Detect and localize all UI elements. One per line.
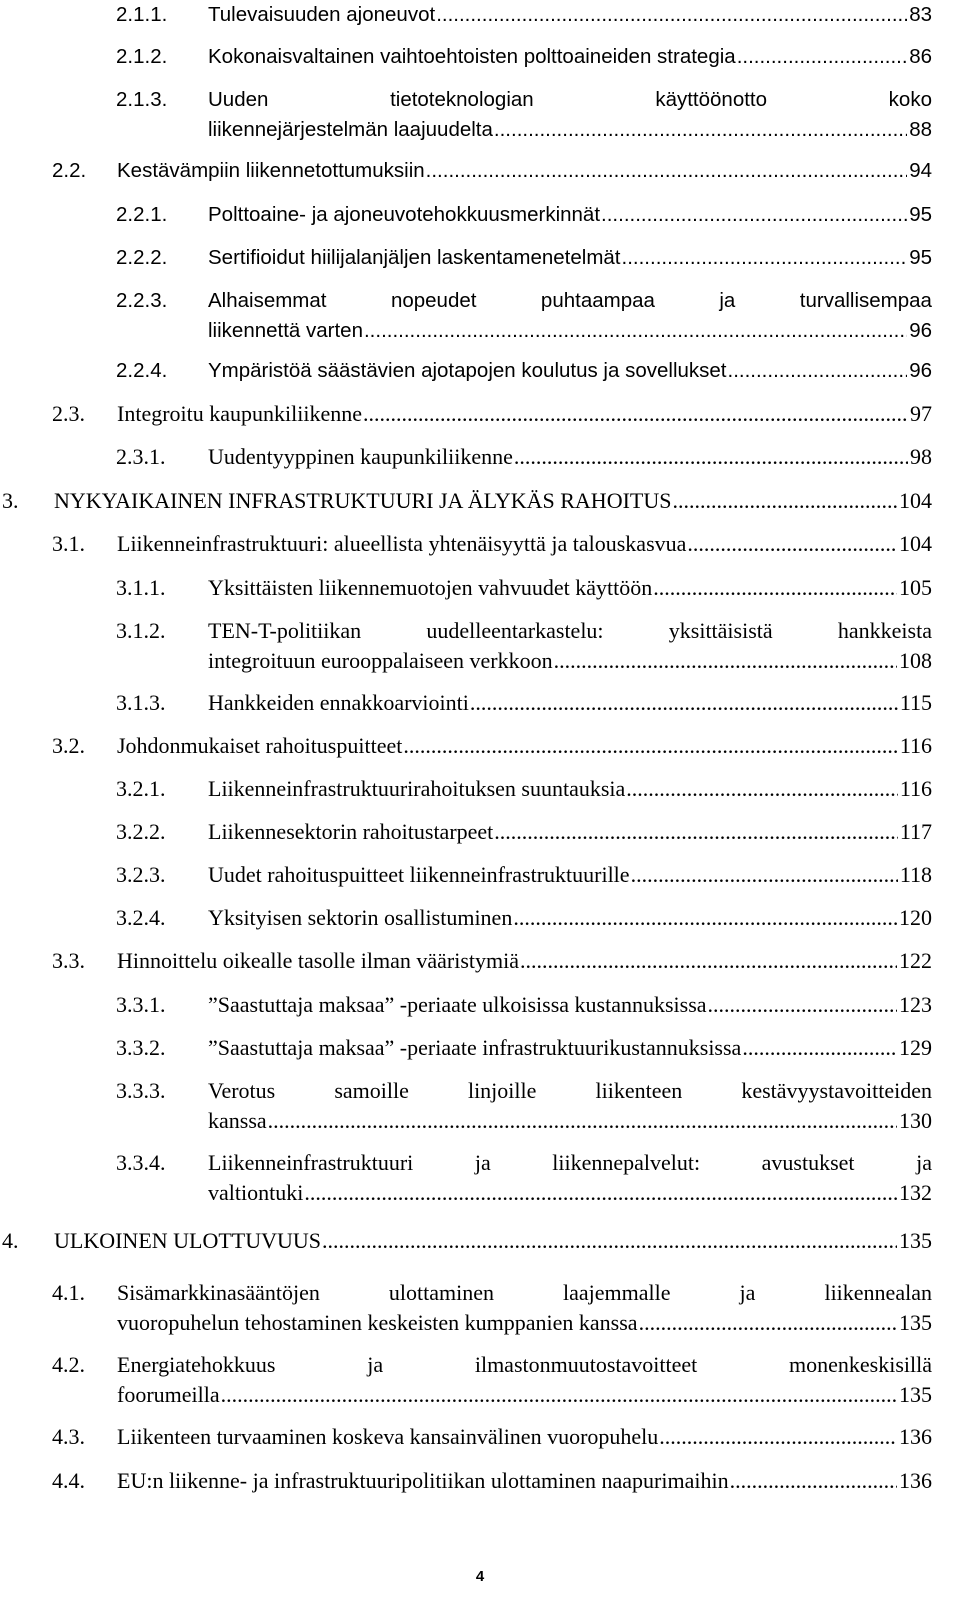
toc-entry-title: ”Saastuttaja maksaa” -periaate ulkoisissa kustannuksissa bbox=[208, 992, 707, 1017]
toc-entry-title: Kestävämpiin liikennetottumuksiin bbox=[117, 159, 425, 182]
toc-entry-title: Liikenneinfrastruktuuri: alueellista yhtenäisyyttä ja talouskasvua bbox=[117, 531, 687, 556]
toc-entry-title: Liikenneinfrastruktuurirahoituksen suuntauksia bbox=[208, 776, 626, 801]
toc-entry-word: ja bbox=[367, 1352, 384, 1377]
toc-entry-page: 95 bbox=[909, 203, 932, 226]
toc-entry-title: Yksityisen sektorin osallistuminen bbox=[208, 905, 513, 930]
toc-entry-line bbox=[208, 115, 932, 145]
toc-entry-title: ”Saastuttaja maksaa” -periaate infrastruktuurikustannuksissa bbox=[208, 1035, 742, 1060]
dot-leader bbox=[513, 903, 897, 933]
toc-entry-word: samoille bbox=[334, 1078, 409, 1103]
toc-entry-line bbox=[117, 529, 932, 559]
toc-entry-line bbox=[208, 42, 932, 72]
toc-entry-page: 108 bbox=[899, 648, 932, 673]
toc-entry-number: 3.2. bbox=[52, 733, 85, 758]
toc-entry-line bbox=[208, 688, 932, 718]
toc-entry-line bbox=[208, 243, 932, 273]
toc-entry-word: ja bbox=[916, 1150, 932, 1175]
toc-entry-page: 88 bbox=[909, 118, 932, 141]
dot-leader bbox=[631, 860, 898, 890]
toc-entry-line bbox=[117, 399, 932, 429]
dot-leader bbox=[322, 1226, 897, 1256]
toc-entry-page: 104 bbox=[899, 488, 932, 513]
toc-entry-number: 3.3.1. bbox=[116, 992, 166, 1017]
toc-entry-title-line bbox=[117, 1278, 932, 1308]
toc-entry-title-line bbox=[208, 85, 932, 115]
toc-entry-number: 3.3.2. bbox=[116, 1035, 166, 1060]
toc-entry-page: 122 bbox=[899, 948, 932, 973]
toc-entry-word: ja bbox=[719, 289, 736, 312]
toc-entry-page: 86 bbox=[909, 45, 932, 68]
toc-entry-line bbox=[208, 0, 932, 30]
toc-entry-word: kestävyystavoitteiden bbox=[741, 1078, 932, 1103]
toc-entry-line bbox=[208, 774, 932, 804]
toc-entry-page: 123 bbox=[899, 992, 932, 1017]
toc-entry-number: 2.1.2. bbox=[116, 45, 168, 68]
toc-entry-title: Johdonmukaiset rahoituspuitteet bbox=[117, 733, 403, 758]
toc-entry-number: 2.2.3. bbox=[116, 289, 168, 312]
toc-entry-page: 94 bbox=[909, 159, 932, 182]
toc-entry-line bbox=[117, 156, 932, 186]
dot-leader bbox=[742, 1033, 897, 1063]
toc-entry-word: uudelleentarkastelu: bbox=[426, 618, 604, 643]
toc-entry-line bbox=[117, 1308, 932, 1338]
toc-entry-title-line bbox=[208, 1148, 932, 1178]
toc-entry-word: käyttöönotto bbox=[655, 88, 768, 111]
toc-entry-title-line bbox=[208, 1076, 932, 1106]
toc-entry-page: 135 bbox=[899, 1382, 932, 1407]
toc-entry-line bbox=[117, 731, 932, 761]
toc-entry-number: 3.1.2. bbox=[116, 618, 166, 643]
dot-leader bbox=[304, 1178, 897, 1208]
toc-entry-number: 3.3.4. bbox=[116, 1150, 166, 1175]
toc-entry-word: avustukset bbox=[761, 1150, 855, 1175]
toc-entry-line bbox=[208, 1178, 932, 1208]
toc-entry-number: 2.2.2. bbox=[116, 246, 168, 269]
toc-entry-line bbox=[208, 356, 932, 386]
toc-entry-page: 130 bbox=[899, 1108, 932, 1133]
toc-entry-number: 2.1.1. bbox=[116, 3, 168, 26]
toc-entry-page: 115 bbox=[899, 690, 932, 715]
toc-entry-title: foorumeilla bbox=[117, 1382, 220, 1407]
dot-leader bbox=[554, 646, 897, 676]
toc-entry-number: 3.2.3. bbox=[116, 862, 166, 887]
dot-leader bbox=[659, 1422, 897, 1452]
dot-leader bbox=[730, 1466, 897, 1496]
toc-entry-page: 117 bbox=[899, 819, 932, 844]
dot-leader bbox=[364, 316, 907, 346]
dot-leader bbox=[737, 42, 908, 72]
dot-leader bbox=[520, 946, 897, 976]
dot-leader bbox=[436, 0, 907, 30]
toc-entry-line bbox=[208, 990, 932, 1020]
toc-entry-word: liikennealan bbox=[824, 1280, 932, 1305]
toc-entry-line bbox=[208, 573, 932, 603]
toc-entry-word: nopeudet bbox=[390, 289, 477, 312]
dot-leader bbox=[622, 243, 908, 273]
toc-entry-line bbox=[54, 486, 932, 516]
toc-entry-word: tietoteknologian bbox=[390, 88, 534, 111]
dot-leader bbox=[653, 573, 897, 603]
toc-entry-title: Liikenteen turvaaminen koskeva kansainvälinen vuoropuhelu bbox=[117, 1424, 659, 1449]
toc-entry-word: Verotus bbox=[208, 1078, 276, 1103]
toc-entry-line bbox=[208, 316, 932, 346]
toc-entry-title: EU:n liikenne- ja infrastruktuuripolitiikan ulottaminen naapurimaihin bbox=[117, 1468, 729, 1493]
dot-leader bbox=[494, 817, 898, 847]
toc-entry-number: 3.2.4. bbox=[116, 905, 166, 930]
dot-leader bbox=[708, 990, 897, 1020]
dot-leader bbox=[687, 529, 897, 559]
toc-entry-line bbox=[117, 946, 932, 976]
page-number: 4 bbox=[475, 1568, 485, 1585]
toc-entry-line bbox=[117, 1380, 932, 1410]
toc-entry-line bbox=[54, 1226, 932, 1256]
toc-entry-title: Tulevaisuuden ajoneuvot bbox=[208, 3, 436, 26]
toc-entry-page: 95 bbox=[909, 246, 932, 269]
dot-leader bbox=[626, 774, 898, 804]
toc-entry-number: 2.2.1. bbox=[116, 203, 168, 226]
toc-entry-title-line bbox=[208, 286, 932, 316]
toc-entry-line bbox=[117, 1466, 932, 1496]
toc-entry-word: Liikenneinfrastruktuuri bbox=[208, 1150, 414, 1175]
toc-entry-title: ULKOINEN ULOTTUVUUS bbox=[54, 1228, 322, 1253]
toc-entry-title: Sertifioidut hiilijalanjäljen laskentamenetelmät bbox=[208, 246, 621, 269]
dot-leader bbox=[728, 356, 908, 386]
toc-entry-title: liikennejärjestelmän laajuudelta bbox=[208, 118, 493, 141]
toc-entry-line bbox=[208, 817, 932, 847]
dot-leader bbox=[639, 1308, 897, 1338]
toc-entry-number: 3.2.1. bbox=[116, 776, 166, 801]
toc-entry-word: TEN-T-politiikan bbox=[208, 618, 362, 643]
toc-entry-title: Liikennesektorin rahoitustarpeet bbox=[208, 819, 494, 844]
toc-entry-number: 4.3. bbox=[52, 1424, 85, 1449]
toc-entry-line bbox=[208, 442, 932, 472]
toc-entry-word: puhtaampaa bbox=[540, 289, 655, 312]
toc-entry-page: 116 bbox=[899, 776, 932, 801]
toc-entry-number: 2.3.1. bbox=[116, 444, 166, 469]
toc-entry-title: kanssa bbox=[208, 1108, 267, 1133]
toc-entry-line bbox=[208, 1106, 932, 1136]
toc-entry-number: 4.4. bbox=[52, 1468, 85, 1493]
toc-entry-page: 118 bbox=[899, 862, 932, 887]
toc-entry-word: monenkeskisillä bbox=[789, 1352, 932, 1377]
toc-entry-title: Uudentyyppinen kaupunkiliikenne bbox=[208, 444, 513, 469]
toc-entry-page: 135 bbox=[899, 1228, 932, 1253]
toc-entry-line bbox=[208, 903, 932, 933]
toc-entry-word: koko bbox=[888, 88, 932, 111]
toc-entry-title: vuoropuhelun tehostaminen keskeisten kumppanien kanssa bbox=[117, 1310, 638, 1335]
toc-entry-word: Alhaisemmat bbox=[208, 289, 327, 312]
toc-entry-page: 132 bbox=[899, 1180, 932, 1205]
toc-entry-number: 3.1.3. bbox=[116, 690, 166, 715]
dot-leader bbox=[363, 399, 908, 429]
toc-entry-number: 3.1. bbox=[52, 531, 85, 556]
toc-entry-line bbox=[208, 200, 932, 230]
toc-entry-page: 116 bbox=[899, 733, 932, 758]
toc-entry-word: laajemmalle bbox=[563, 1280, 671, 1305]
toc-entry-number: 2.2.4. bbox=[116, 359, 168, 382]
toc-entry-title-line bbox=[117, 1350, 932, 1380]
toc-entry-number: 3.3. bbox=[52, 948, 85, 973]
toc-entry-word: ulottaminen bbox=[388, 1280, 494, 1305]
dot-leader bbox=[221, 1380, 897, 1410]
toc-entry-word: yksittäisistä bbox=[668, 618, 773, 643]
toc-entry-title: integroituun eurooppalaiseen verkkoon bbox=[208, 648, 553, 673]
toc-entry-title: NYKYAIKAINEN INFRASTRUKTUURI JA ÄLYKÄS RAHOITUS bbox=[54, 488, 672, 513]
toc-entry-word: liikenteen bbox=[595, 1078, 683, 1103]
toc-entry-title: Uudet rahoituspuitteet liikenneinfrastruktuurille bbox=[208, 862, 630, 887]
toc-entry-line bbox=[208, 860, 932, 890]
toc-entry-page: 96 bbox=[909, 319, 932, 342]
toc-entry-line bbox=[208, 1033, 932, 1063]
toc-entry-page: 98 bbox=[910, 444, 932, 469]
toc-entry-number: 3.3.3. bbox=[116, 1078, 166, 1103]
dot-leader bbox=[514, 442, 908, 472]
toc-entry-title: Polttoaine- ja ajoneuvotehokkuusmerkinnät bbox=[208, 203, 601, 226]
toc-entry-title: Yksittäisten liikennemuotojen vahvuudet käyttöön bbox=[208, 575, 653, 600]
dot-leader bbox=[403, 731, 897, 761]
toc-entry-number: 2.1.3. bbox=[116, 88, 168, 111]
dot-leader bbox=[268, 1106, 897, 1136]
dot-leader bbox=[672, 486, 897, 516]
toc-entry-number: 3.2.2. bbox=[116, 819, 166, 844]
toc-entry-word: ja bbox=[474, 1150, 491, 1175]
toc-entry-word: ilmastonmuutostavoitteet bbox=[474, 1352, 698, 1377]
toc-entry-word: Energiatehokkuus bbox=[117, 1352, 276, 1377]
toc-entry-page: 135 bbox=[899, 1310, 932, 1335]
toc-entry-title: Hankkeiden ennakkoarviointi bbox=[208, 690, 469, 715]
toc-entry-title: Integroitu kaupunkiliikenne bbox=[117, 401, 362, 426]
toc-entry-word: turvallisempaa bbox=[799, 289, 932, 312]
toc-entry-title-line bbox=[208, 616, 932, 646]
toc-entry-number: 2.3. bbox=[52, 401, 85, 426]
toc-entry-page: 96 bbox=[909, 359, 932, 382]
toc-entry-page: 83 bbox=[909, 3, 932, 26]
toc-entry-title: Ympäristöä säästävien ajotapojen koulutus ja sovellukset bbox=[208, 359, 727, 382]
toc-entry-page: 97 bbox=[910, 401, 932, 426]
toc-entry-line bbox=[208, 646, 932, 676]
dot-leader bbox=[601, 200, 907, 230]
toc-entry-title: valtiontuki bbox=[208, 1180, 304, 1205]
toc-entry-word: Sisämarkkinasääntöjen bbox=[117, 1280, 320, 1305]
toc-entry-page: 105 bbox=[899, 575, 932, 600]
toc-entry-number: 4.1. bbox=[52, 1280, 85, 1305]
toc-entry-word: ja bbox=[739, 1280, 756, 1305]
toc-entry-number: 3.1.1. bbox=[116, 575, 166, 600]
dot-leader bbox=[494, 115, 907, 145]
toc-entry-word: hankkeista bbox=[837, 618, 932, 643]
toc-entry-page: 129 bbox=[899, 1035, 932, 1060]
dot-leader bbox=[426, 156, 908, 186]
toc-entry-title: Hinnoittelu oikealle tasolle ilman vääristymiä bbox=[117, 948, 520, 973]
toc-entry-number: 4.2. bbox=[52, 1352, 85, 1377]
toc-entry-word: liikennepalvelut: bbox=[552, 1150, 701, 1175]
toc-entry-number: 4. bbox=[2, 1228, 19, 1253]
toc-entry-word: Uuden bbox=[208, 88, 269, 111]
toc-entry-title: Kokonaisvaltainen vaihtoehtoisten polttoaineiden strategia bbox=[208, 45, 736, 68]
toc-entry-title: liikennettä varten bbox=[208, 319, 363, 342]
toc-entry-page: 104 bbox=[899, 531, 932, 556]
dot-leader bbox=[470, 688, 898, 718]
toc-entry-line bbox=[117, 1422, 932, 1452]
toc-entry-page: 136 bbox=[899, 1424, 932, 1449]
toc-entry-page: 120 bbox=[899, 905, 932, 930]
toc-entry-page: 136 bbox=[899, 1468, 932, 1493]
toc-entry-word: linjoille bbox=[467, 1078, 537, 1103]
toc-entry-number: 3. bbox=[2, 488, 19, 513]
toc-entry-number: 2.2. bbox=[52, 159, 87, 182]
